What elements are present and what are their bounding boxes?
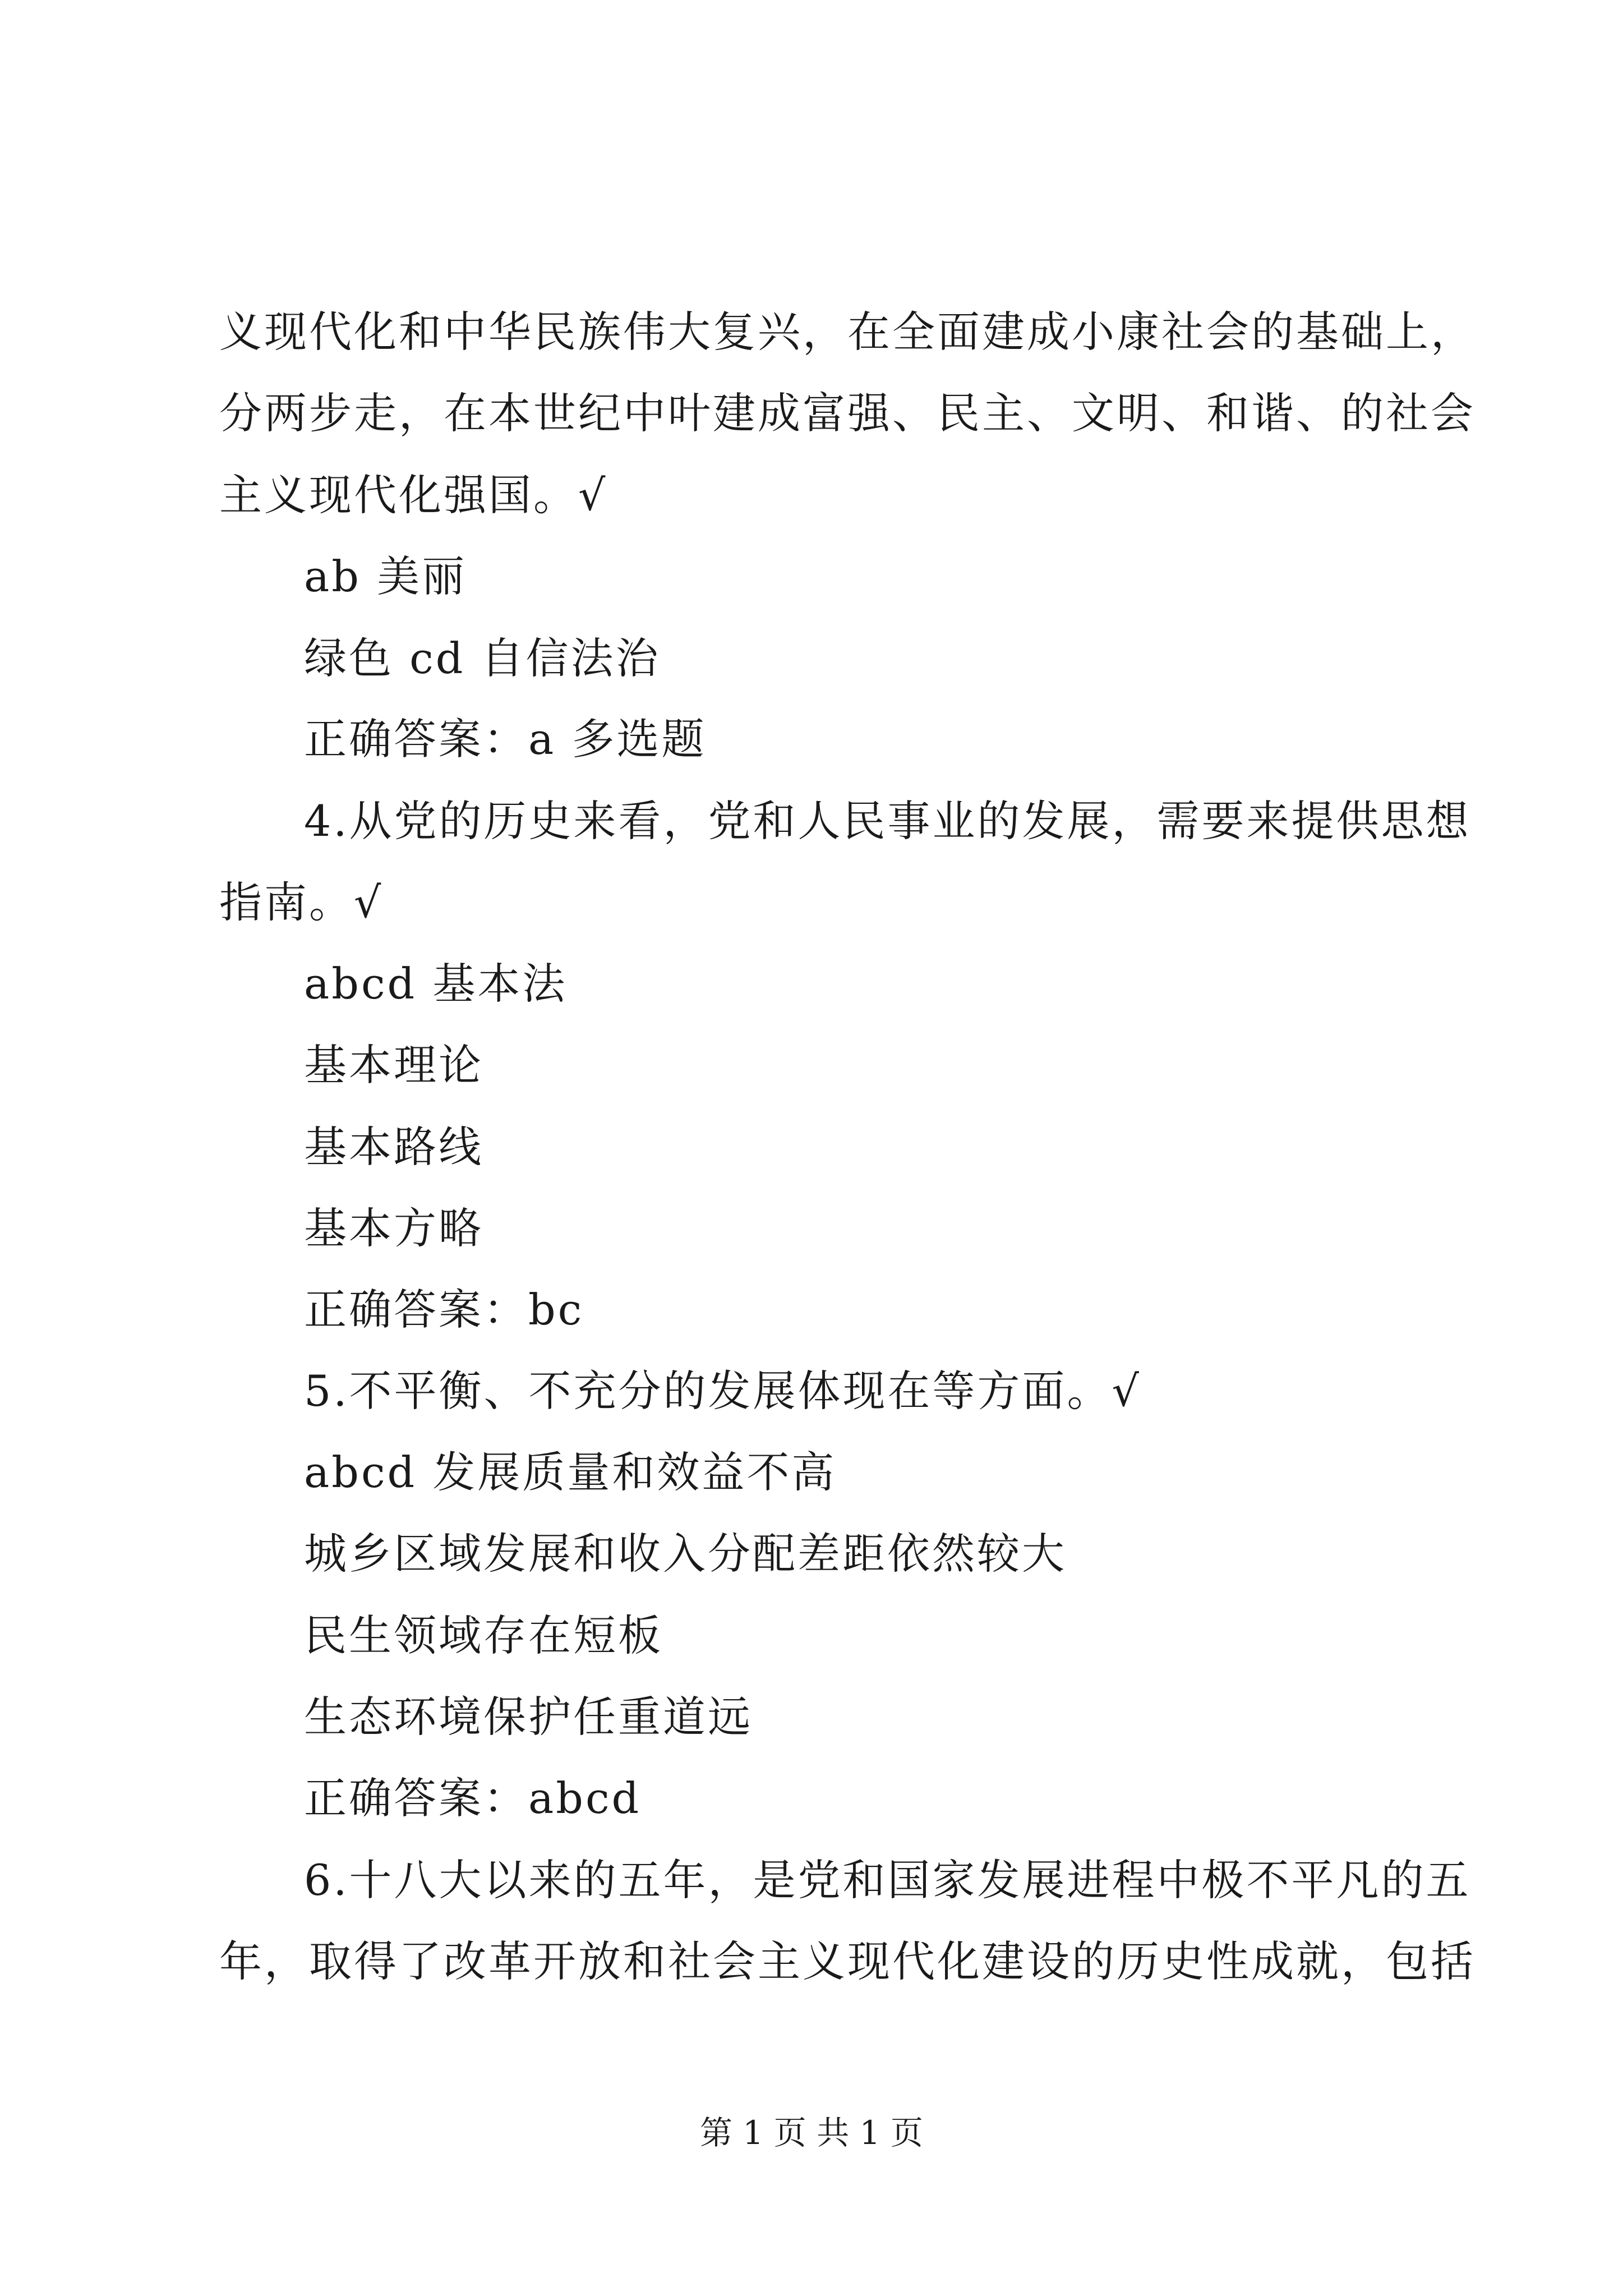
- option-line: 绿色 cd 自信法治: [304, 633, 661, 683]
- option-line: 基本方略: [304, 1203, 483, 1253]
- option-line: abcd 基本法: [304, 959, 568, 1009]
- option-line: 民生领域存在短板: [304, 1611, 663, 1660]
- answer-line: 正确答案：abcd: [304, 1773, 642, 1823]
- option-line: 基本路线: [304, 1122, 483, 1172]
- answer-line: 正确答案：a 多选题: [304, 714, 707, 764]
- question-line: 4.从党的历史来看，党和人民事业的发展，需要来提供思想: [304, 796, 1471, 846]
- option-line: abcd 发展质量和效益不高: [304, 1447, 837, 1497]
- text-line: 指南。√: [219, 877, 384, 927]
- option-line: 基本理论: [304, 1040, 483, 1090]
- text-line: 分两步走，在本世纪中叶建成富强、民主、文明、和谐、的社会: [219, 388, 1476, 438]
- question-line: 6.十八大以来的五年，是党和国家发展进程中极不平凡的五: [304, 1855, 1471, 1905]
- option-line: 生态环境保护任重道远: [304, 1692, 753, 1742]
- option-line: ab 美丽: [304, 551, 467, 601]
- text-line: 义现代化和中华民族伟大复兴，在全面建成小康社会的基础上，: [219, 307, 1476, 357]
- option-line: 城乡区域发展和收入分配差距依然较大: [304, 1529, 1067, 1579]
- question-line: 5.不平衡、不充分的发展体现在等方面。√: [304, 1366, 1141, 1416]
- page-footer: 第 1 页 共 1 页: [700, 2114, 923, 2152]
- text-line: 年，取得了改革开放和社会主义现代化建设的历史性成就，包括: [219, 1936, 1476, 1986]
- text-line: 主义现代化强国。√: [219, 470, 608, 520]
- answer-line: 正确答案：bc: [304, 1285, 584, 1335]
